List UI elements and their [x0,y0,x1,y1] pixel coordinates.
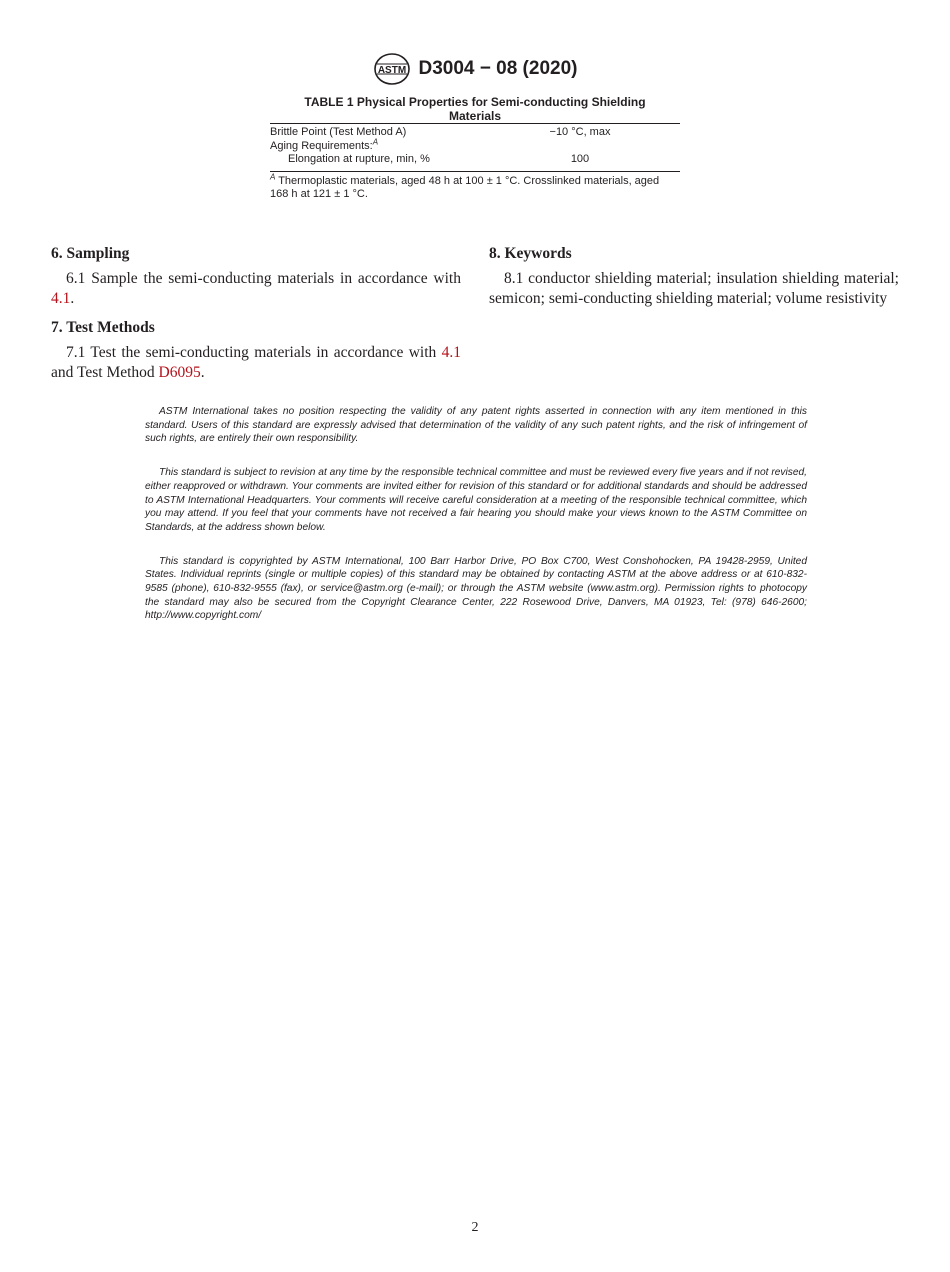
right-column [489,244,899,318]
left-column [51,244,461,392]
document-designation: D3004 − 08 (2020) [418,58,578,79]
section-7-title: 7. Test Methods [51,319,155,336]
section-6-title: 6. Sampling [51,245,130,262]
ref-link-4-1[interactable]: 4.1 [441,344,461,361]
table-row [270,140,680,154]
astm-logo-icon [373,52,411,86]
property-cell: Aging Requirements:$^A$ [270,136,379,152]
section-6-1-text: 6.1 Sample the semi-conducting materials in accordance with 4.1. [51,270,461,307]
revision-notice: This standard is subject to revision at any time by the responsible technical committee and must be reviewed every five years and if not revised, either reapproved or withdrawn. Your comments are invited either for revision of this standard or for additional standards and should be addressed to ASTM International Headquarters. Your comments will receive careful consideration at a meeting of the responsible technical committee, which you may attend. If you feel that your comments have not received a fair hearing you should make your views known to the ASTM Committee on Standards, at the address shown below. [145,467,807,533]
table-title: TABLE 1 Physical Properties for Semi-conducting Shielding Materials [304,95,646,123]
table-row [270,124,680,140]
value-cell [480,140,680,154]
value-cell: 100 [570,153,590,165]
table-1 [270,95,680,202]
value-cell: −10 °C, max [549,126,611,138]
property-cell: Brittle Point (Test Method A) [270,126,407,138]
footnote-marker: A [372,136,379,146]
section-7-1-text: 7.1 Test the semi-conducting materials in accordance with 4.1 and Test Method D6095. [51,344,461,381]
property-cell: Elongation at rupture, min, % [288,153,430,165]
patent-notice: ASTM International takes no position respecting the validity of any patent rights asserted in connection with any item mentioned in this standard. Users of this standard are expressly advised that determination of the validity of any such patent rights, and the risk of infringement of such rights, are entirely their own responsibility. [145,406,807,445]
copyright-notice: This standard is copyrighted by ASTM International, 100 Barr Harbor Drive, PO Box C700, West Conshohocken, PA 19428-2959, United States. Individual reprints (single or multiple copies) of this standard may be obtained by contacting ASTM at the above address or at 610-832-9585 (phone), 610-832-9555 (fax), or service@astm.org (e-mail); or through the ASTM website (www.astm.org). Permission rights to photocopy the standard may also be secured from the Copyright Clearance Center, 222 Rosewood Drive, Danvers, MA 01923, Tel: (978) 646-2600; http://www.copyright.com/ [145,555,807,622]
page-number: 2 [471,1220,479,1235]
section-8-title: 8. Keywords [489,245,572,262]
svg-text:ASTM: ASTM [377,65,406,76]
section-8-1-text: 8.1 conductor shielding material; insulation shielding material; semicon; semi-conducting shielding material; volume resistivity [489,270,899,307]
ref-link-d6095[interactable]: D6095 [158,364,201,381]
page-header [0,52,950,91]
ref-link-4-1[interactable]: 4.1 [51,290,71,307]
properties-table [270,123,680,172]
table-footnote: $^A$ Thermoplastic materials, aged 48 h at 100 ± 1 °C. Crosslinked materials, aged 168 h at 121 ± 1 °C. [270,171,660,200]
legal-notices [145,405,807,643]
table-row [270,153,680,171]
